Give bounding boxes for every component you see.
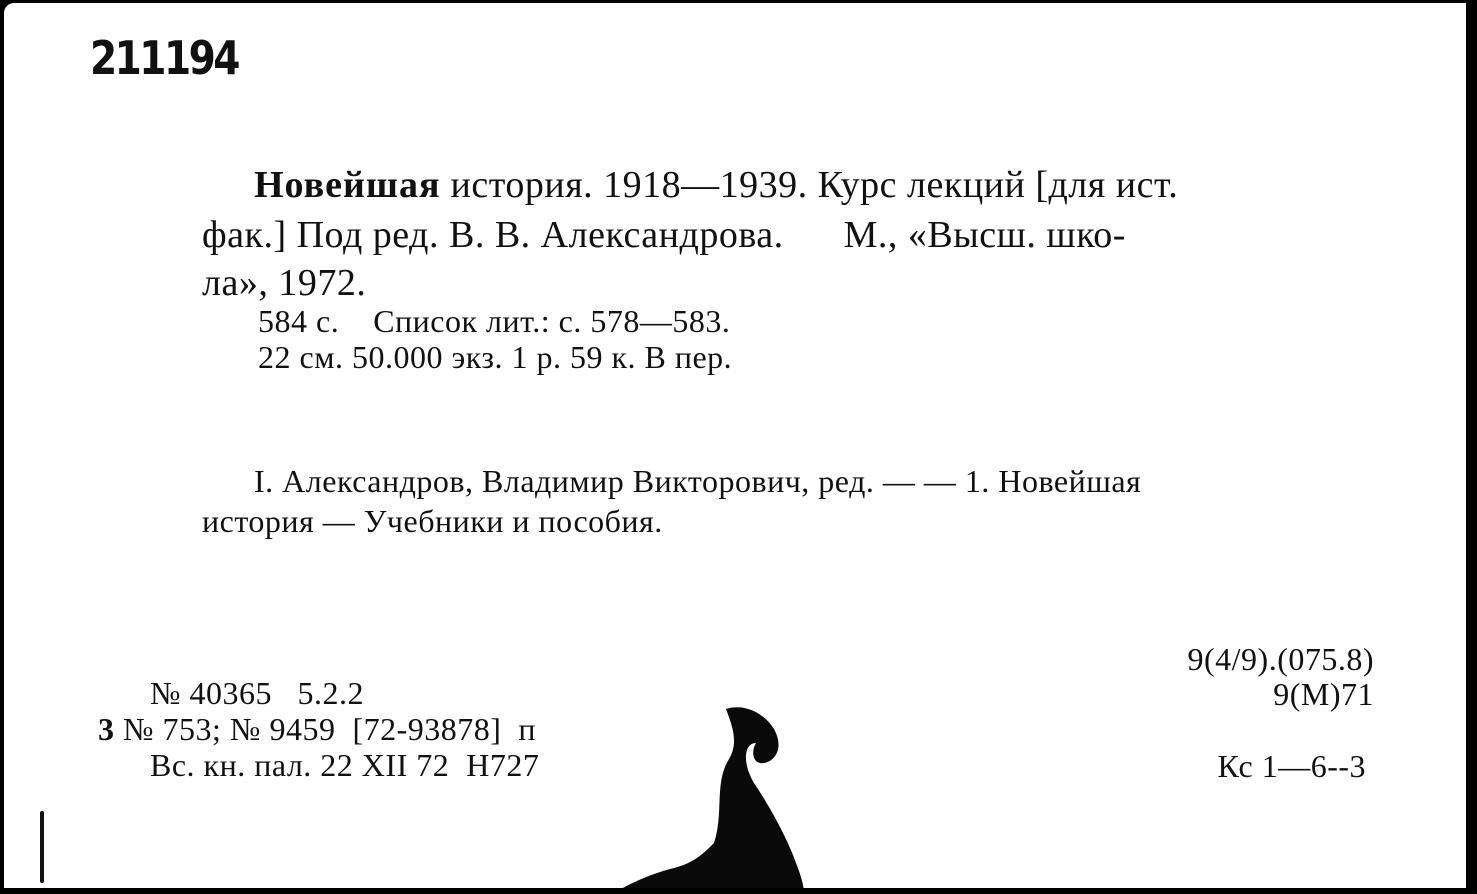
description-line-2: фак.] Под ред. В. В. Александрова. М., «Высш. шко- (202, 214, 1126, 256)
card-right-shadow (1466, 0, 1477, 894)
description-line-3: ла», 1972. (202, 262, 367, 304)
physical-line-1: 584 с. Список лит.: с. 578—583. (258, 303, 731, 339)
title-rest: история. 1918—1939. Курс лекций [для ист. (440, 164, 1179, 206)
title-bold: Новейшая (254, 164, 441, 206)
udc-index-1: 9(4/9).(075.8) (1187, 641, 1374, 677)
registry-text: № 753; № 9459 [72-93878] п (114, 711, 537, 747)
catalog-card (4, 3, 1466, 888)
udc-index-2: 9(М)71 (1273, 676, 1374, 712)
registry-line-3: Вс. кн. пал. 22 XII 72 Н727 (150, 747, 540, 783)
handwritten-inventory-number: 211194 (90, 31, 238, 85)
registry-line-2 (98, 711, 536, 748)
registry-line-1: № 40365 5.2.2 (150, 675, 365, 711)
registry-prefix: 3 (98, 711, 115, 747)
tracings-line-2: история — Учебники и пособия. (202, 503, 663, 539)
description-line-1 (254, 163, 1178, 207)
kc-code: Кс 1—6--3 (1217, 748, 1366, 784)
ink-stain (614, 703, 864, 888)
tracings-line-1: I. Александров, Владимир Викторович, ред. — — 1. Новейшая (254, 463, 1142, 499)
card-edge-mark (40, 811, 44, 883)
physical-line-2: 22 см. 50.000 экз. 1 р. 59 к. В пер. (258, 339, 733, 375)
